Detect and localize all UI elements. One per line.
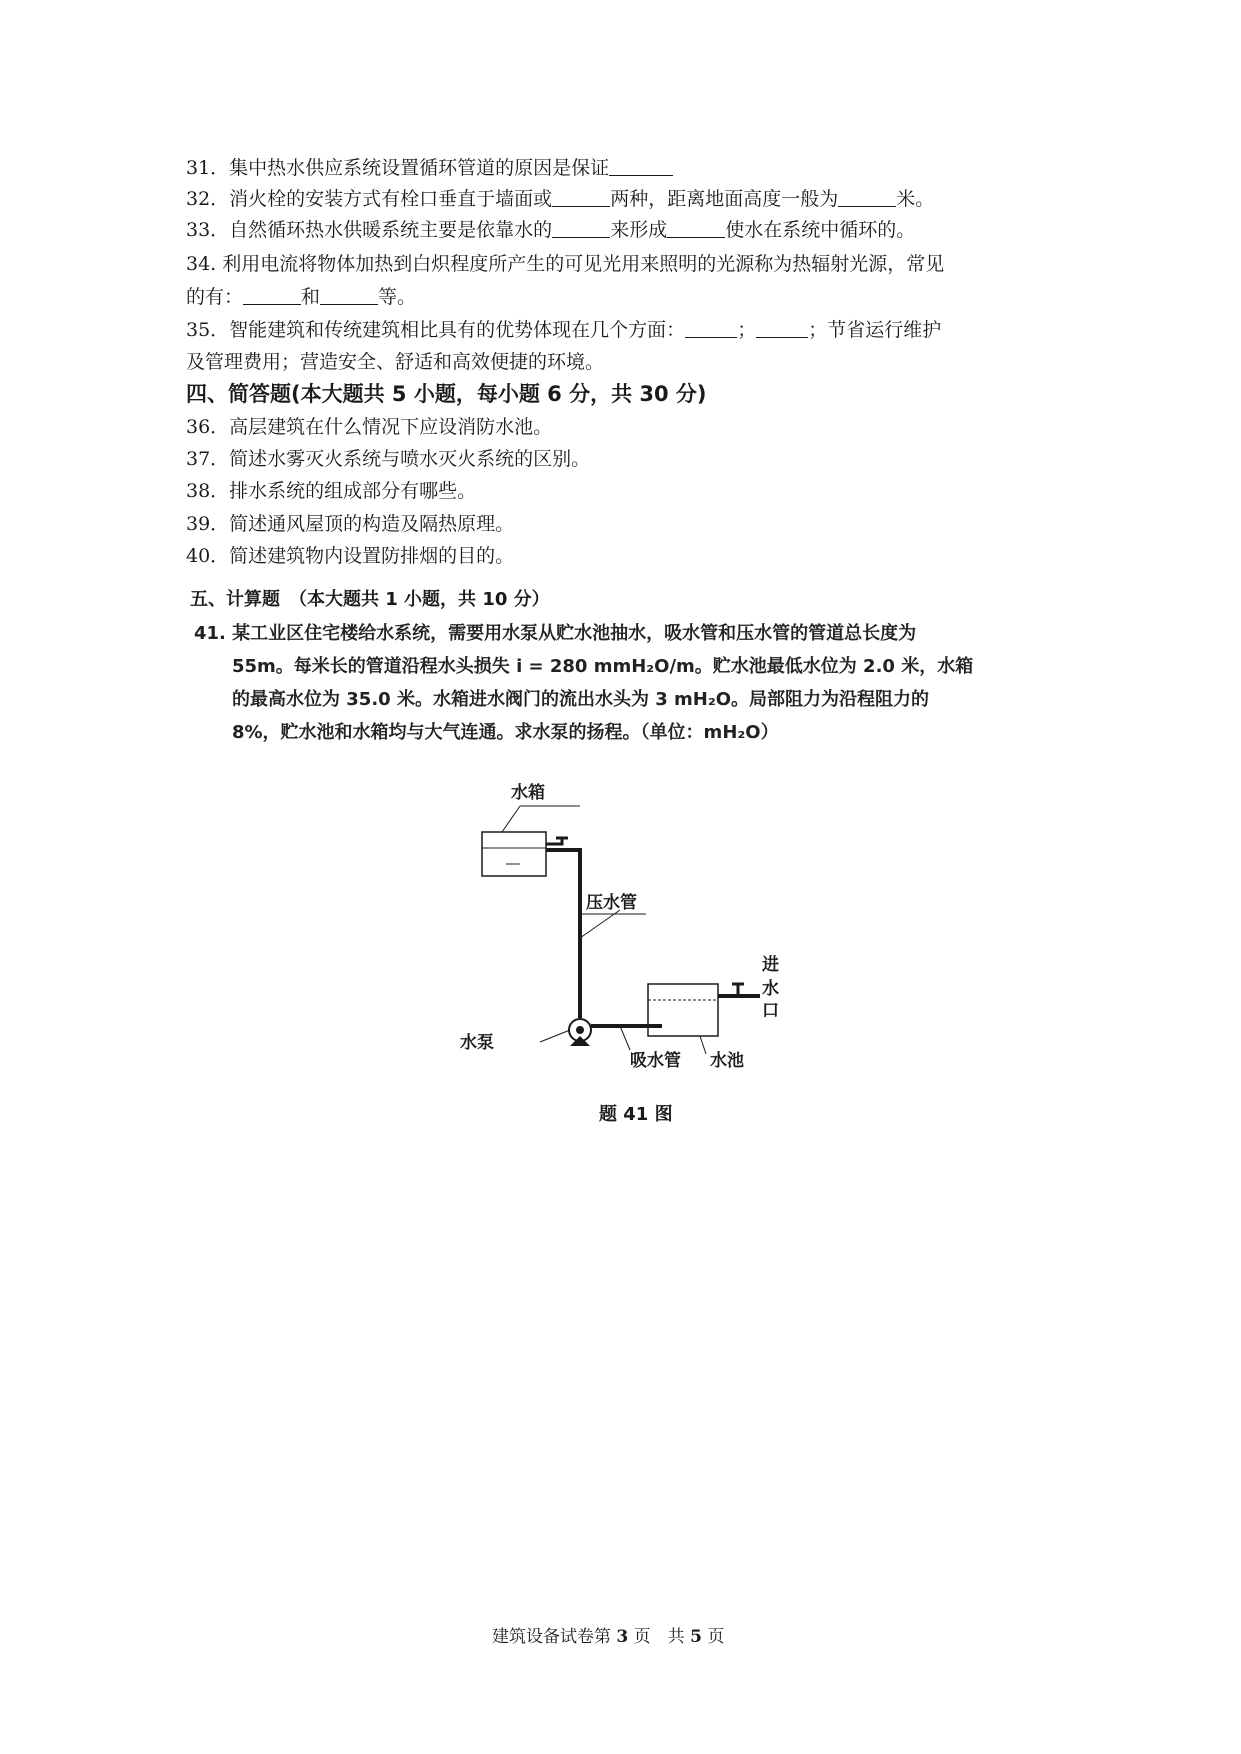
answer-blank	[243, 286, 301, 305]
footer-text-b: 页 共	[633, 1627, 685, 1647]
pressure-pipe-label: 压水管	[586, 893, 637, 913]
pool-label: 水池	[710, 1051, 744, 1071]
answer-blank	[685, 319, 737, 338]
question-34-text-b: 和	[301, 286, 321, 308]
answer-blank	[552, 219, 610, 238]
inlet-label-1: 进	[762, 955, 779, 975]
question-41-line-3: 的最高水位为 35.0 米。水箱进水阀门的流出水头为 3 mH₂O。局部阻力为沿程阻力的	[232, 689, 930, 710]
answer-blank	[609, 157, 673, 176]
question-34-text-1: 34. 利用电流将物体加热到白炽程度所产生的可见光用来照明的光源称为热辐射光源，常见	[186, 253, 945, 275]
water-supply-diagram	[460, 770, 780, 1071]
question-31	[186, 152, 673, 184]
inlet-label-3: 口	[762, 1001, 779, 1021]
section-4-title: 四、简答题(本大题共 5 小题，每小题 6 分，共 30 分)	[186, 382, 707, 406]
question-34-line-1	[186, 248, 944, 280]
question-33-text-c: 使水在系统中循环的。	[725, 219, 916, 241]
question-33-text-a: 33．自然循环热水供暖系统主要是依靠水的	[186, 219, 553, 241]
footer-total-pages: 5	[690, 1627, 702, 1647]
answer-blank	[756, 319, 808, 338]
question-41-line-4: 8%，贮水池和水箱均与大气连通。求水泵的扬程。（单位：mH₂O）	[232, 722, 779, 743]
question-41-line-2: 55m。每米长的管道沿程水头损失 i = 280 mmH₂O/m。贮水池最低水位为 2.0 米，水箱	[232, 656, 974, 677]
question-35-text-a: 35．智能建筑和传统建筑相比具有的优势体现在几个方面：	[186, 319, 686, 341]
figure-caption: 题 41 图	[599, 1104, 673, 1125]
water-tank	[482, 832, 546, 876]
suction-pipe-leader	[620, 1026, 630, 1050]
footer-page-number: 3	[616, 1627, 629, 1647]
pump-label: 水泵	[460, 1033, 494, 1053]
water-pool	[648, 984, 718, 1036]
pump-center	[576, 1026, 584, 1034]
question-33-text-b: 来形成	[610, 219, 668, 241]
question-35-text-2: 及管理费用；营造安全、舒适和高效便捷的环境。	[186, 351, 605, 373]
inlet-label-2: 水	[762, 979, 779, 999]
tank-leader	[502, 806, 520, 832]
question-40: 40．简述建筑物内设置防排烟的目的。	[186, 545, 515, 567]
question-34-text-a: 的有：	[186, 286, 244, 308]
question-36: 36．高层建筑在什么情况下应设消防水池。	[186, 416, 553, 438]
question-33	[186, 214, 915, 246]
answer-blank	[552, 188, 610, 207]
tank-label: 水箱	[511, 783, 545, 803]
suction-pipe-label: 吸水管	[630, 1051, 681, 1071]
footer-text-c: 页	[707, 1627, 725, 1647]
question-32	[186, 183, 934, 215]
answer-blank	[320, 286, 378, 305]
answer-blank	[838, 188, 896, 207]
question-35-text-b: ；	[737, 319, 757, 341]
question-35-line-1	[186, 314, 941, 346]
question-35-line-2	[186, 346, 604, 378]
question-32-text-c: 米。	[896, 188, 935, 210]
footer-text-a: 建筑设备试卷第	[492, 1627, 611, 1647]
question-31-text: 31．集中热水供应系统设置循环管道的原因是保证	[186, 157, 610, 179]
section-5-title: 五、计算题 （本大题共 1 小题，共 10 分）	[190, 589, 550, 610]
question-34-line-2	[186, 281, 416, 313]
question-32-text-b: 两种，距离地面高度一般为	[610, 188, 839, 210]
pressure-pipe	[546, 850, 580, 1018]
question-35-text-c: ；节省运行维护	[808, 319, 942, 341]
question-32-text-a: 32．消火栓的安装方式有栓口垂直于墙面或	[186, 188, 553, 210]
pool-leader	[700, 1036, 706, 1054]
question-41-line-1: 41. 某工业区住宅楼给水系统，需要用水泵从贮水池抽水，吸水管和压水管的管道总长度为	[194, 623, 917, 644]
question-38: 38．排水系统的组成部分有哪些。	[186, 480, 477, 502]
pump-leader	[540, 1030, 570, 1042]
question-37: 37．简述水雾灭火系统与喷水灭火系统的区别。	[186, 448, 591, 470]
question-34-text-c: 等。	[378, 286, 417, 308]
page-footer	[492, 1622, 724, 1647]
question-39: 39．简述通风屋顶的构造及隔热原理。	[186, 513, 515, 535]
answer-blank	[667, 219, 725, 238]
